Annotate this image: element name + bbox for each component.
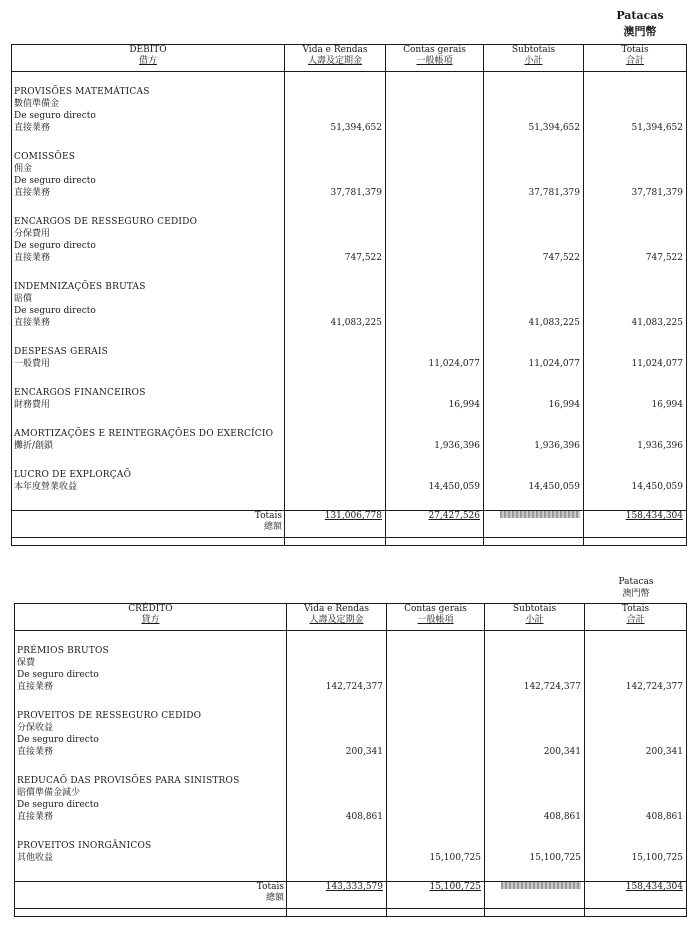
section-title: PROVISÕES MATEMÁTICAS [14, 87, 150, 97]
cell-life: 408,861 [287, 775, 387, 840]
section-title: REDUCAÕ DAS PROVISÕES PARA SINISTROS [17, 776, 240, 786]
total-life: 131,006,778 [285, 511, 386, 538]
section-subtitle: De seguro directo [17, 735, 99, 745]
section-title-zh: 賠償 [14, 294, 33, 304]
cell-subtotal: 747,522 [484, 216, 584, 281]
cell-total: 1,936,396 [584, 428, 687, 469]
cell-subtotal: 200,341 [485, 710, 585, 775]
cell-subtotal: 37,781,379 [484, 151, 584, 216]
header-debito: DEBITO 借方 [12, 45, 285, 72]
section-title-zh: 財務費用 [14, 400, 51, 410]
cell-subtotal: 16,994 [484, 387, 584, 428]
cell-total: 200,341 [585, 710, 687, 775]
account-section [12, 387, 687, 428]
account-section [12, 281, 687, 346]
section-subtitle: De seguro directo [17, 800, 99, 810]
cell-total: 747,522 [584, 216, 687, 281]
section-title-zh: 賠償準備金減少 [17, 788, 81, 798]
currency-label-credit: Patacas 澳門幣 [618, 577, 654, 599]
cell-total: 11,024,077 [584, 346, 687, 387]
debit-header-row [12, 45, 687, 72]
cell-total: 51,394,652 [584, 72, 687, 152]
cell-total: 14,450,059 [584, 469, 687, 511]
section-subtitle-zh: 直接業務 [17, 812, 54, 822]
section-title: AMORTIZAÇÕES E REINTEGRAÇÕES DO EXERCÍCIO [14, 429, 274, 439]
cell-life: 142,724,377 [287, 631, 387, 711]
cell-life: 200,341 [287, 710, 387, 775]
section-title: PROVEITOS INORGÂNICOS [17, 841, 152, 851]
cell-subtotal: 142,724,377 [485, 631, 585, 711]
credit-header-row [15, 604, 687, 631]
cell-life: 747,522 [285, 216, 386, 281]
section-title-zh: 分保費用 [14, 229, 51, 239]
cell-life [285, 428, 386, 469]
section-title-zh: 分保收益 [17, 723, 54, 733]
section-title: DESPESAS GERAIS [14, 347, 109, 357]
total-general: 27,427,526 [386, 511, 484, 538]
cell-life [285, 469, 386, 511]
section-subtitle: De seguro directo [17, 670, 99, 680]
cell-general [387, 710, 485, 775]
section-subtitle-zh: 直接業務 [14, 188, 51, 198]
section-label [12, 72, 285, 152]
section-title: PRÉMIOS BRUTOS [17, 646, 109, 656]
section-label [12, 346, 285, 387]
cell-subtotal: 1,936,396 [484, 428, 584, 469]
account-section [12, 428, 687, 469]
section-title: INDEMNIZAÇÕES BRUTAS [14, 282, 146, 292]
cell-general: 11,024,077 [386, 346, 484, 387]
cell-general [387, 631, 485, 711]
section-subtitle: De seguro directo [14, 176, 96, 186]
cell-subtotal: 14,450,059 [484, 469, 584, 511]
section-subtitle-zh: 直接業務 [17, 747, 54, 757]
cell-total: 37,781,379 [584, 151, 687, 216]
section-title: LUCRO DE EXPLORÇAÕ [14, 470, 132, 480]
header-totais: Totais 合計 [584, 45, 687, 72]
header-credito: CRÉDITO 貸方 [15, 604, 287, 631]
section-subtitle: De seguro directo [14, 241, 96, 251]
header-vida: Vida e Rendas 人壽及定期金 [285, 45, 386, 72]
section-title-zh: 保費 [17, 658, 36, 668]
section-label [15, 775, 287, 840]
debit-table [11, 44, 687, 546]
section-title-zh: 一般費用 [14, 359, 51, 369]
debit-bottom-row [12, 538, 687, 546]
account-section [12, 72, 687, 152]
section-label [12, 469, 285, 511]
total-general: 15,100,725 [387, 882, 485, 909]
section-subtitle-zh: 直接業務 [14, 318, 51, 328]
section-title: ENCARGOS FINANCEIROS [14, 388, 146, 398]
cell-general [386, 151, 484, 216]
section-title: ENCARGOS DE RESSEGURO CEDIDO [14, 217, 198, 227]
cell-general [386, 281, 484, 346]
total-total: 158,434,304 [584, 511, 687, 538]
total-subtotal [484, 511, 584, 538]
cell-general: 14,450,059 [386, 469, 484, 511]
totals-label: Totais 總額 [15, 882, 287, 909]
debit-totals-row [12, 511, 687, 538]
header-contas: Contas gerais 一般帳項 [386, 45, 484, 72]
section-subtitle: De seguro directo [14, 306, 96, 316]
cell-total: 142,724,377 [585, 631, 687, 711]
totals-label: Totais 總額 [12, 511, 285, 538]
account-section [15, 710, 687, 775]
cell-subtotal: 51,394,652 [484, 72, 584, 152]
section-title: COMISSÕES [14, 152, 76, 162]
section-label [12, 151, 285, 216]
total-life: 143,333,579 [287, 882, 387, 909]
account-section [15, 840, 687, 882]
cell-total: 41,083,225 [584, 281, 687, 346]
cell-general [387, 775, 485, 840]
cell-life [285, 346, 386, 387]
section-title-zh: 攤折/創鎖 [14, 441, 54, 451]
credit-body [15, 631, 687, 882]
account-section [12, 216, 687, 281]
section-subtitle-zh: 直接業務 [14, 253, 51, 263]
section-subtitle-zh: 直接業務 [14, 123, 51, 133]
account-section [15, 631, 687, 711]
section-label [12, 216, 285, 281]
section-subtitle: De seguro directo [14, 111, 96, 121]
cell-life: 51,394,652 [285, 72, 386, 152]
section-label [15, 631, 287, 711]
total-subtotal [485, 882, 585, 909]
cell-total: 16,994 [584, 387, 687, 428]
section-label [15, 840, 287, 882]
cell-general: 15,100,725 [387, 840, 485, 882]
cell-general [386, 216, 484, 281]
cell-life [287, 840, 387, 882]
account-section [12, 346, 687, 387]
account-section [12, 469, 687, 511]
credit-bottom-row [15, 909, 687, 917]
section-title-zh: 數值準備金 [14, 99, 60, 109]
cell-subtotal: 41,083,225 [484, 281, 584, 346]
credit-totals-row [15, 882, 687, 909]
cell-total: 408,861 [585, 775, 687, 840]
section-label [15, 710, 287, 775]
cell-general [386, 72, 484, 152]
cell-subtotal: 15,100,725 [485, 840, 585, 882]
cell-life: 41,083,225 [285, 281, 386, 346]
redaction-smudge [501, 882, 581, 889]
total-total: 158,434,304 [585, 882, 687, 909]
section-title: PROVEITOS DE RESSEGURO CEDIDO [17, 711, 202, 721]
cell-life: 37,781,379 [285, 151, 386, 216]
header-subtotais: Subtotais 小計 [485, 604, 585, 631]
cell-subtotal: 408,861 [485, 775, 585, 840]
section-title-zh: 本年度營業收益 [14, 482, 78, 492]
cell-life [285, 387, 386, 428]
account-section [15, 775, 687, 840]
section-title-zh: 其他收益 [17, 853, 54, 863]
cell-general: 1,936,396 [386, 428, 484, 469]
section-subtitle-zh: 直接業務 [17, 682, 54, 692]
section-label [12, 281, 285, 346]
header-contas: Contas gerais 一般帳項 [387, 604, 485, 631]
section-label [12, 387, 285, 428]
cell-total: 15,100,725 [585, 840, 687, 882]
cell-general: 16,994 [386, 387, 484, 428]
header-totais: Totais 合計 [585, 604, 687, 631]
credit-table [14, 603, 687, 917]
section-title-zh: 佣金 [14, 164, 33, 174]
currency-label-debit: Patacas 澳門幣 [616, 9, 664, 38]
header-subtotais: Subtotais 小計 [484, 45, 584, 72]
header-vida: Vida e Rendas 人壽及定期金 [287, 604, 387, 631]
account-section [12, 151, 687, 216]
debit-body [12, 72, 687, 511]
section-label [12, 428, 285, 469]
redaction-smudge [500, 511, 580, 518]
cell-subtotal: 11,024,077 [484, 346, 584, 387]
